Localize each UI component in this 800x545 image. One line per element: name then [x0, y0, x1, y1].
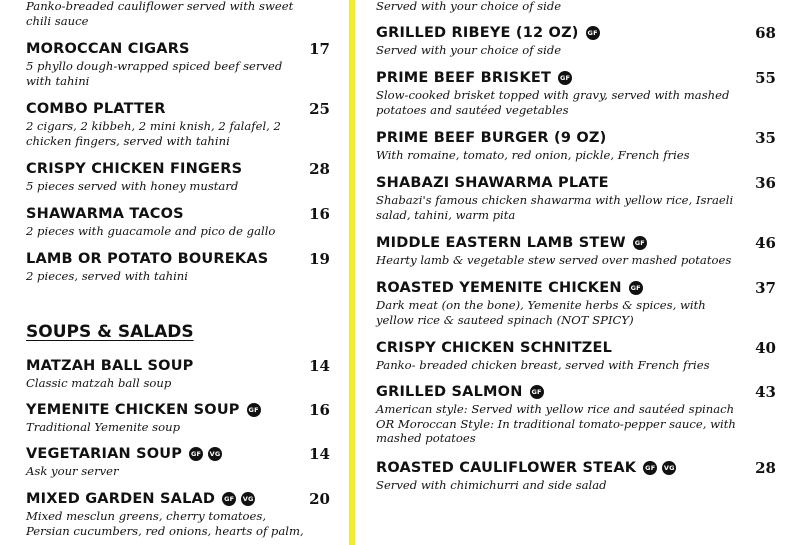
menu-item-description: 2 pieces, served with tahini — [26, 269, 188, 283]
menu-item-price: 16 — [309, 205, 330, 223]
gluten-free-badge-icon: GF — [530, 385, 544, 399]
menu-item — [26, 39, 330, 88]
menu-item-description: 2 pieces with guacamole and pico de gallo — [26, 224, 276, 238]
menu-item-description: 2 cigars, 2 kibbeh, 2 mini knish, 2 falafel, 2 chicken fingers, served with tahini — [26, 119, 281, 148]
menu-item-name: YEMENITE CHICKEN SOUP GF — [26, 402, 259, 418]
menu-item-description: Traditional Yemenite soup — [26, 420, 180, 434]
menu-item-description: With romaine, tomato, red onion, pickle, French fries — [376, 148, 690, 162]
menu-item-price: 36 — [755, 174, 776, 192]
menu-item-description: Slow-cooked brisket topped with gravy, served with mashed potatoes and sautéed vegetables — [376, 88, 730, 117]
menu-item-description: Mixed mesclun greens, cherry tomatoes, Persian cucumbers, red onions, hearts of palm, — [26, 509, 304, 538]
menu-item-name: GRILLED SALMON GF — [376, 384, 542, 400]
vegan-badge-icon: VG — [208, 447, 222, 461]
menu-item-price: 68 — [755, 24, 776, 42]
menu-item-price: 46 — [755, 234, 776, 252]
menu-item-name: CRISPY CHICKEN FINGERS — [26, 161, 243, 177]
menu-item-price: 17 — [309, 40, 330, 58]
menu-item-name: SHABAZI SHAWARMA PLATE — [376, 175, 609, 191]
menu-item-description: Served with your choice of side — [376, 43, 562, 57]
menu-item-name: MATZAH BALL SOUP — [26, 358, 194, 374]
menu-item — [26, 444, 330, 479]
menu-item — [376, 128, 776, 163]
menu-item-name: CRISPY CHICKEN SCHNITZEL — [376, 340, 613, 356]
menu-item-description: Served with your choice of side — [376, 0, 562, 13]
column-divider — [349, 0, 355, 545]
menu-item-price: 14 — [309, 445, 330, 463]
menu-item — [376, 68, 776, 117]
menu-item-price: 37 — [755, 279, 776, 297]
menu-item-description: American style: Served with yellow rice and sautéed spinach OR Moroccan Style: In traditional tomato-pepper sauce, with mashed potatoes — [376, 402, 736, 446]
vegan-badge-icon: VG — [662, 461, 676, 475]
menu-item-description: 5 phyllo dough-wrapped spiced beef served with tahini — [26, 59, 283, 88]
menu-item-price: 20 — [309, 490, 330, 508]
menu-item — [376, 173, 776, 222]
menu-item-name: VEGETARIAN SOUP GF VG — [26, 446, 221, 462]
vegan-badge-icon: VG — [241, 492, 255, 506]
menu-item-price: 14 — [309, 357, 330, 375]
section-title: SOUPS & SALADS — [26, 322, 194, 342]
menu-item-price: 19 — [309, 250, 330, 268]
menu-item-name: ROASTED CAULIFLOWER STEAK GF VG — [376, 460, 675, 476]
menu-item-name: SHAWARMA TACOS — [26, 206, 184, 222]
menu-item-description: Dark meat (on the bone), Yemenite herbs & spices, with yellow rice & sauteed spinach (NOT SPICY) — [376, 298, 706, 327]
menu-item-description: Ask your server — [26, 464, 119, 478]
menu-item — [26, 489, 330, 538]
menu-item — [376, 382, 776, 446]
menu-item — [26, 356, 330, 391]
menu-item — [376, 338, 776, 373]
menu-item — [26, 400, 330, 435]
menu-item-description: Served with chimichurri and side salad — [376, 478, 607, 492]
menu-item-name: MIXED GARDEN SALAD GF VG — [26, 491, 254, 507]
menu-item — [26, 249, 330, 284]
menu-item-name: MOROCCAN CIGARS — [26, 41, 190, 57]
menu-item-price: 28 — [755, 459, 776, 477]
menu-item-name: MIDDLE EASTERN LAMB STEW GF — [376, 235, 645, 251]
menu-item-name: PRIME BEEF BURGER (9 OZ) — [376, 130, 607, 146]
menu-item-price: 43 — [755, 383, 776, 401]
menu-item-description: Shabazi's famous chicken shawarma with yellow rice, Israeli salad, tahini, warm pita — [376, 193, 734, 222]
gluten-free-badge-icon: GF — [629, 281, 643, 295]
menu-item-description: Hearty lamb & vegetable stew served over mashed potatoes — [376, 253, 732, 267]
menu-item-name: PRIME BEEF BRISKET GF — [376, 70, 571, 86]
menu-item — [26, 99, 330, 148]
menu-item-description: Panko- breaded chicken breast, served with French fries — [376, 358, 710, 372]
menu-item — [376, 233, 776, 268]
menu-item — [26, 159, 330, 194]
menu-item-price: 28 — [309, 160, 330, 178]
gluten-free-badge-icon: GF — [222, 492, 236, 506]
menu-item-description: 5 pieces served with honey mustard — [26, 179, 239, 193]
gluten-free-badge-icon: GF — [633, 236, 647, 250]
gluten-free-badge-icon: GF — [189, 447, 203, 461]
menu-item-price: 25 — [309, 100, 330, 118]
menu-item-price: 40 — [755, 339, 776, 357]
menu-item — [26, 204, 330, 239]
gluten-free-badge-icon: GF — [643, 461, 657, 475]
menu-item-name: LAMB OR POTATO BOUREKAS — [26, 251, 269, 267]
menu-item-price: 35 — [755, 129, 776, 147]
menu-item — [376, 23, 776, 58]
gluten-free-badge-icon: GF — [558, 71, 572, 85]
gluten-free-badge-icon: GF — [586, 26, 600, 40]
menu-item-price: 16 — [309, 401, 330, 419]
menu-item-name: COMBO PLATTER — [26, 101, 166, 117]
gluten-free-badge-icon: GF — [247, 403, 261, 417]
menu-item — [376, 278, 776, 327]
menu-item-price: 55 — [755, 69, 776, 87]
menu-item — [376, 458, 776, 493]
menu-item-name: ROASTED YEMENITE CHICKEN GF — [376, 280, 641, 296]
menu-item-description: Classic matzah ball soup — [26, 376, 172, 390]
menu-item-description: Panko-breaded cauliflower served with sweet chili sauce — [26, 0, 294, 28]
menu-item-name: GRILLED RIBEYE (12 OZ) GF — [376, 25, 598, 41]
